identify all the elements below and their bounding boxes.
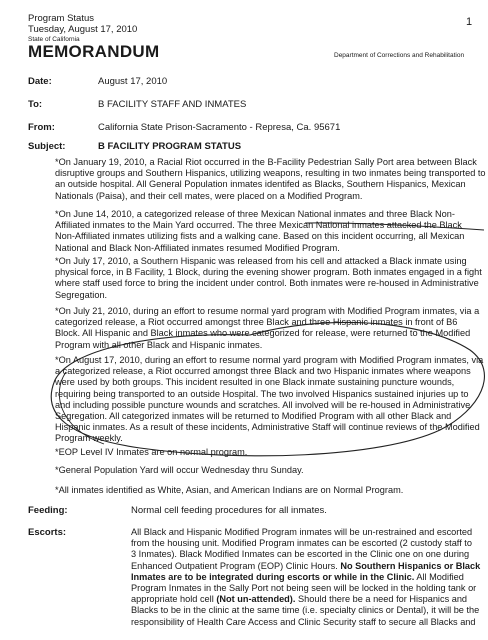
paragraph-line: categorized release, a Riot occurred amongst three Black and three Hispanic inmates in front of B6: [55, 317, 458, 328]
paragraph-jul-21: [55, 306, 485, 351]
from-value: California State Prison-Sacramento - Represa, Ca. 95671: [98, 122, 341, 133]
paragraph-aug-17: [55, 355, 485, 445]
escorts-text: All Modified: [416, 571, 464, 582]
escorts-line: [131, 572, 485, 583]
header-date: Tuesday, August 17, 2010: [28, 24, 138, 35]
date-value: August 17, 2010: [98, 76, 168, 87]
escorts-emphasis: No Southern Hispanics or Black: [340, 560, 481, 571]
paragraph-line: requiring being transported to an outside Hospital. The two involved Hispanics sustained injuries up to: [55, 388, 469, 399]
escorts-text: appropriate hold cell: [131, 594, 214, 605]
subject-label: Subject:: [28, 141, 66, 152]
page-number: 1: [466, 16, 473, 28]
paragraph-line: *EOP Level IV Inmates are on normal program.: [55, 447, 248, 457]
state-label: State of California: [28, 36, 80, 43]
escorts-line: All Black and Hispanic Modified Program inmates will be un-restrained and escorted: [131, 527, 473, 537]
paragraph-line: disruptive groups and Southern Hispanics, utilizing weapons, resulting in two inmates being transported to: [55, 168, 486, 179]
paragraph-line: Hispanic inmates. As a result of these incidents, Administrative Staff will continue reviews of the Modified: [55, 422, 480, 433]
paragraph-line: *On July 17, 2010, a Southern Hispanic was released from his cell and attacked a Black inmate using: [55, 256, 467, 266]
paragraph-line: Segregation.: [55, 289, 108, 300]
paragraph-line: *General Population Yard will occur Wednesday thru Sunday.: [55, 465, 304, 475]
escorts-line: Program Inmates in the Sally Port not being seen will be locked in the holding tank or: [131, 583, 477, 594]
escorts-line: responsibility of Health Care Access and Clinic Security staff to secure all Blacks and: [131, 616, 476, 627]
escorts-body: [131, 527, 485, 628]
escorts-emphasis: Inmates are to be integrated during escorts or while in the Clinic.: [131, 571, 415, 582]
paragraph-line: *On January 19, 2010, a Racial Riot occurred in the B-Facility Pedestrian Sally Port area between Black: [55, 157, 477, 167]
paragraph-jun-14: [55, 209, 485, 254]
department-label: Department of Corrections and Rehabilitation: [334, 52, 465, 59]
paragraph-line: Affiliated inmates to the Main Yard occurred. The three Mexican National inmates attacked the Black: [55, 220, 462, 231]
paragraph-line: *All inmates identified as White, Asian, and American Indians are on Normal Program.: [55, 485, 404, 495]
paragraph-normal-program: [55, 485, 485, 496]
program-status-label: Program Status: [28, 13, 94, 24]
escorts-line: [131, 594, 485, 605]
paragraph-line: Non-Affiliated inmates utilizing fists and a walking cane. Based on this incident occurring, all Mexican: [55, 231, 465, 242]
paragraph-line: National and Black Non-Affiliated inmates resumed Modified Program.: [55, 242, 340, 253]
feeding-value: Normal cell feeding procedures for all inmates.: [131, 505, 327, 516]
paragraph-line: Block. All Hispanic and Black inmates who were categorized for release, were returned to the Modified: [55, 328, 471, 339]
paragraph-line: *On August 17, 2010, during an effort to resume normal yard program with Modified Program inmates, via: [55, 355, 484, 365]
memo-title: MEMORANDUM: [28, 42, 160, 61]
escorts-line: [131, 561, 485, 572]
paragraph-line: a categorized release, a Riot occurred amongst three Black and two Hispanic inmates where weapons: [55, 366, 471, 377]
escorts-label: Escorts:: [28, 527, 67, 538]
escorts-line: from the housing unit. Modified Program inmates can be escorted (2 custody staff to: [131, 538, 472, 549]
to-label: To:: [28, 99, 43, 110]
paragraph-line: physical force, in B Facility, 1 Block, during the evening shower program. Both inmates engaged in a fight: [55, 267, 482, 278]
escorts-line: Blacks to be in the clinic at the same time (i.e. specialty clinics or Dental), it will be the: [131, 605, 480, 616]
paragraph-line: Program weekly.: [55, 433, 123, 444]
paragraph-line: *On July 21, 2010, during an effort to resume normal yard program with Modified Program inmates, via a: [55, 306, 480, 316]
escorts-text: Enhanced Outpatient Program (EOP) Clinic Hours.: [131, 560, 338, 571]
paragraph-line: Program with all other Black and Hispanic inmates.: [55, 339, 263, 350]
paragraph-eop: [55, 447, 485, 458]
paragraph-line: and including possible puncture wounds and scratches. All involved will be re-housed in Administrative: [55, 399, 471, 410]
paragraph-line: were used by both groups. This incident resulted in one Black inmate sustaining puncture wounds,: [55, 377, 455, 388]
paragraph-line: Segregation. All categorized inmates will be returned to Modified Program with all other Black and: [55, 411, 452, 422]
paragraph-jan-19: [55, 157, 485, 202]
from-label: From:: [28, 122, 55, 133]
paragraph-line: where staff used force to bring the incident under control. Both inmates were re-housed in Administrative: [55, 278, 479, 289]
paragraph-gp-yard: [55, 465, 485, 476]
date-label: Date:: [28, 76, 52, 87]
escorts-text: Should there be a need for Hispanics and: [297, 594, 468, 605]
to-value: B FACILITY STAFF AND INMATES: [98, 99, 247, 110]
paragraph-line: *On June 14, 2010, a categorized release of three Mexican National inmates and three Black Non-: [55, 209, 455, 219]
paragraph-jul-17: [55, 256, 485, 301]
escorts-line: 3 Inmates). Black Modified Inmates can be escorted in the Clinic one on one during: [131, 549, 470, 560]
feeding-label: Feeding:: [28, 505, 68, 516]
subject-value: B FACILITY PROGRAM STATUS: [98, 141, 242, 152]
escorts-emphasis: (Not un-attended).: [216, 594, 296, 605]
paragraph-line: Nationals (Paisa), and their cell mates, were placed on a Modified Program.: [55, 190, 363, 201]
paragraph-line: an outside hospital. All General Population inmates identifed as Blacks, Southern Hispanics, Mexican: [55, 179, 466, 190]
